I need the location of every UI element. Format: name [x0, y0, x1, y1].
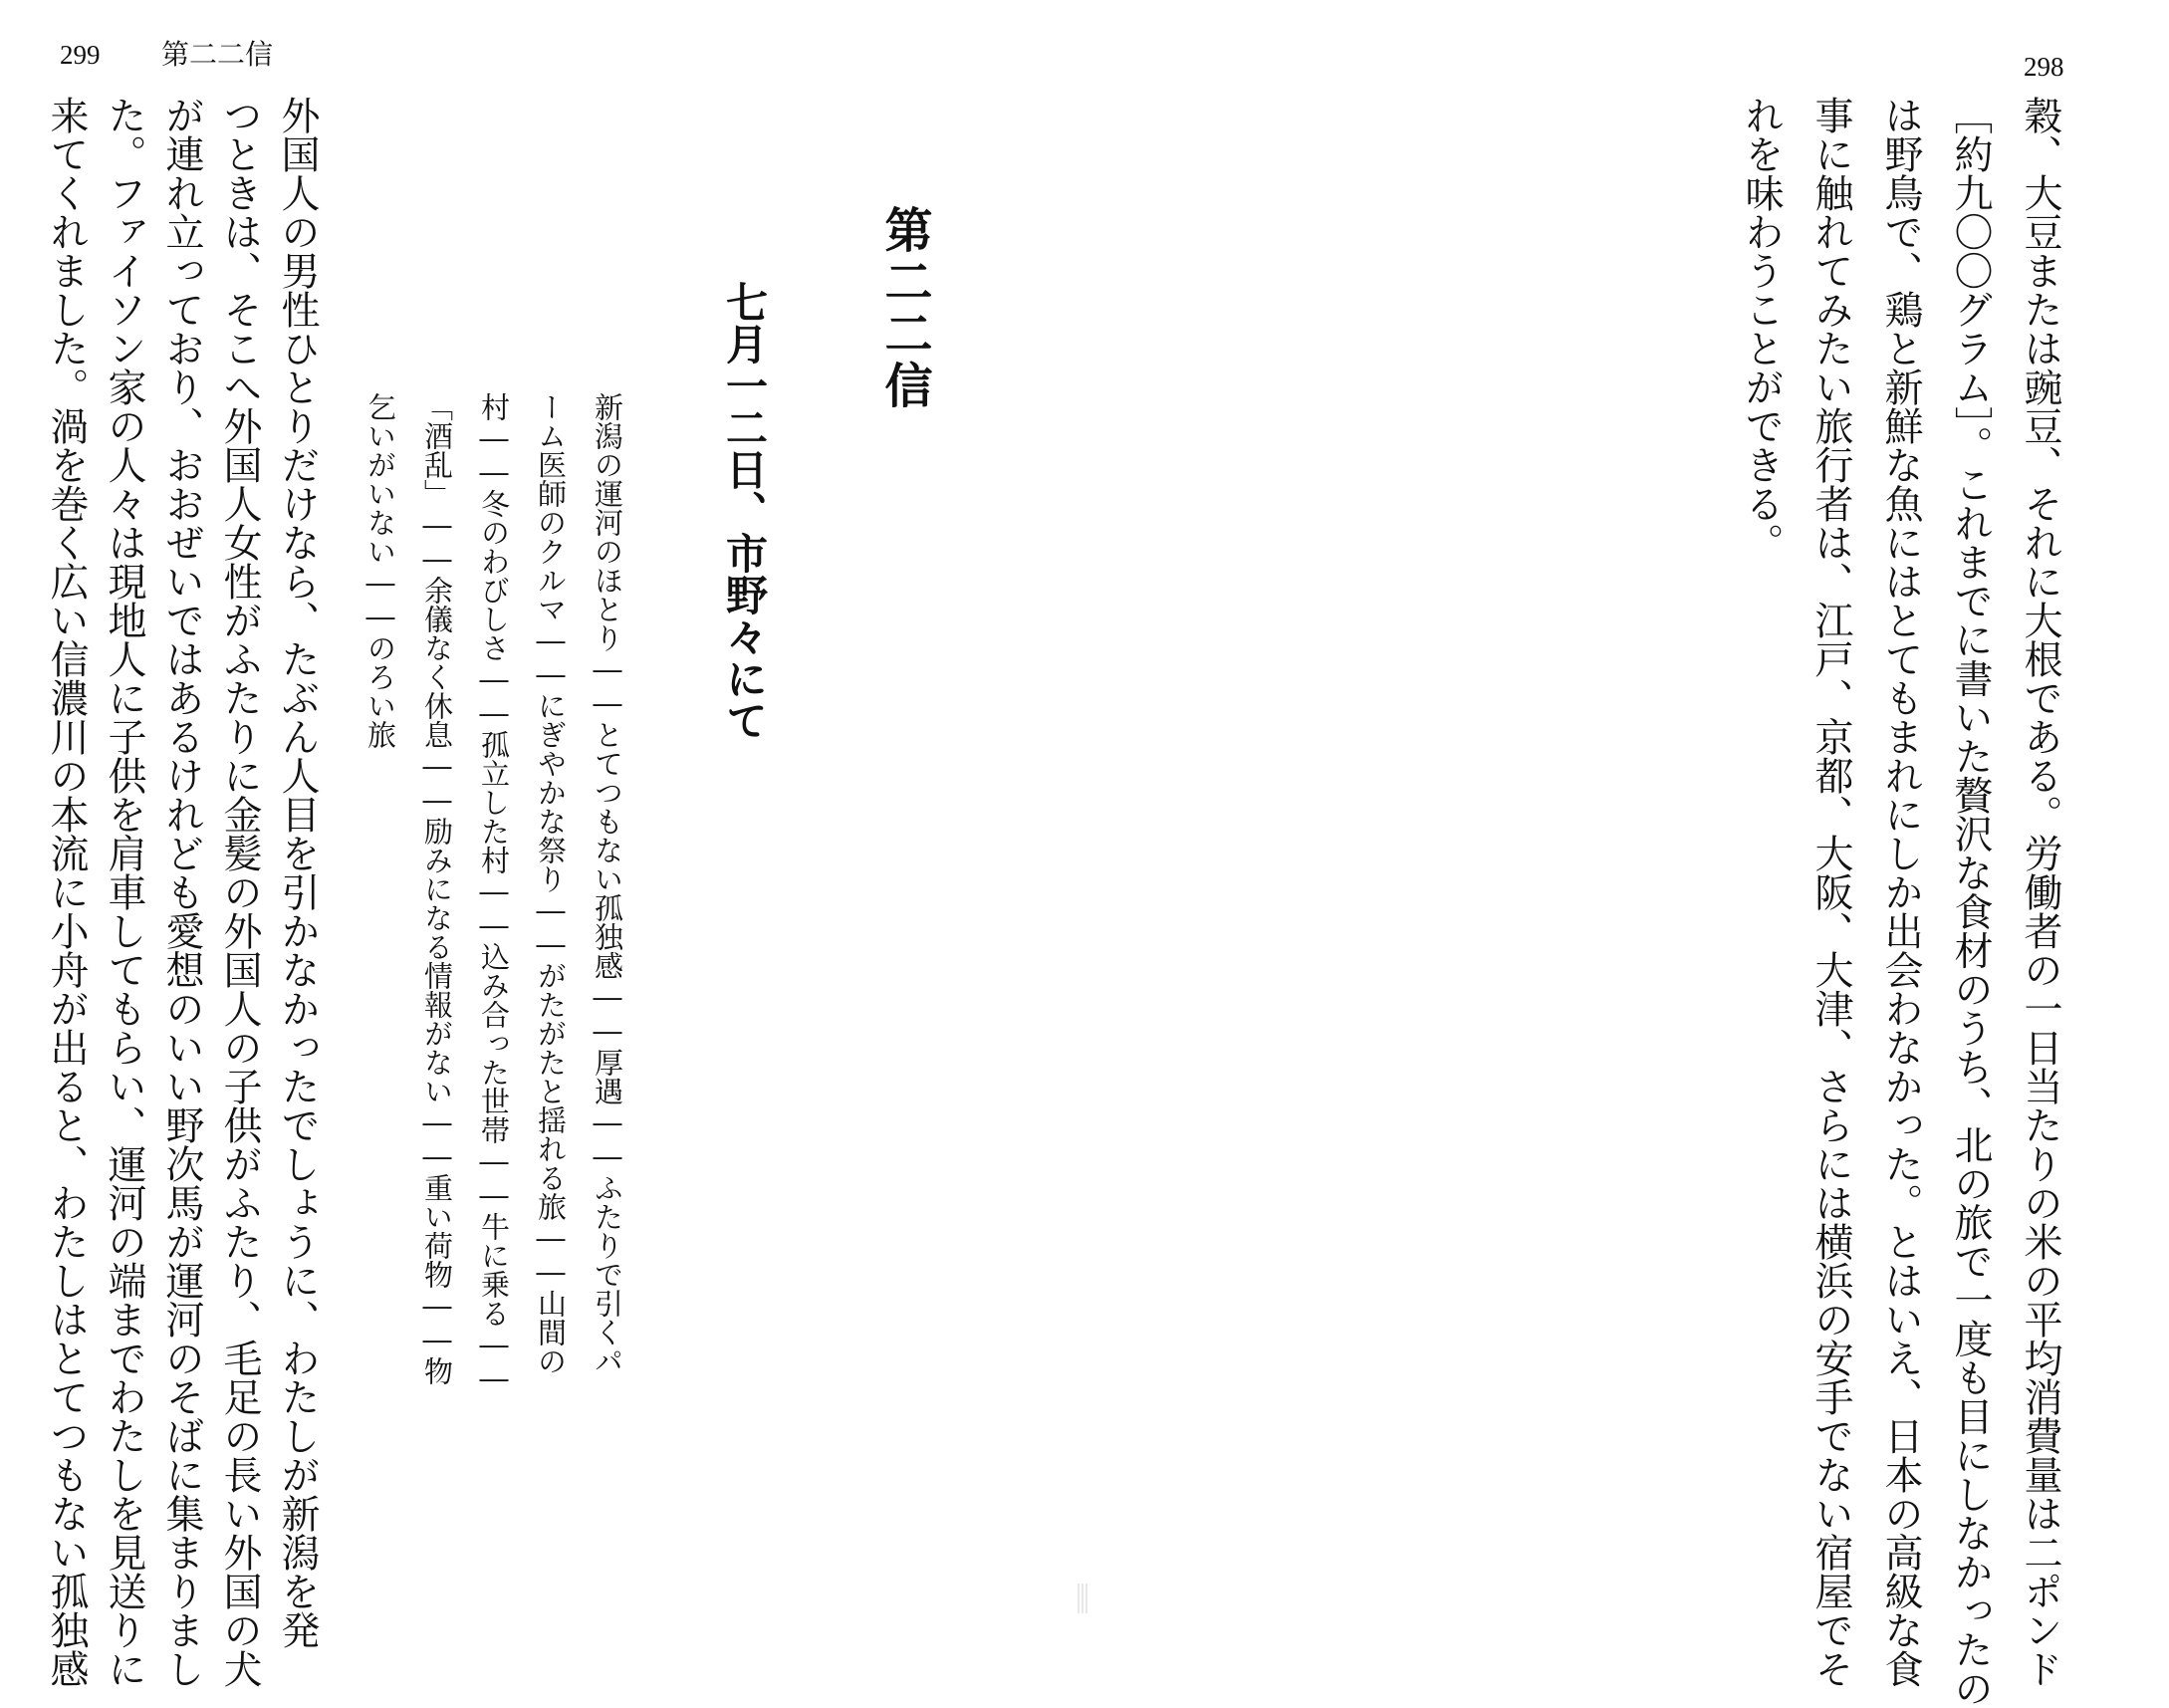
right-body-line-2: ［約九〇〇グラム］。これまでに書いた贅沢な食材のうち、北の旅で一度も目にしなかったの — [1948, 96, 1993, 1708]
right-body-line-3: は野鳥で、鶏と新鮮な魚にはとてもまれにしか出会わなかった。とはいえ、日本の高級な食 — [1878, 96, 1923, 1688]
summary-line-5: 乞いがいない――のろい旅 — [363, 392, 397, 749]
chapter-subtitle: 七月一二日、市野々にて — [720, 281, 769, 741]
page-number-left: 299 — [60, 40, 101, 70]
left-body-line-5: 来てくれました。渦を巻く広い信濃川の本流に小舟が出ると、わたしはとてつもない孤独感 — [44, 96, 89, 1688]
left-body-line-4: た。ファイソン家の人々は現地人に子供を肩車してもらい、運河の端までわたしを見送りに — [102, 96, 146, 1688]
page-number-right: 298 — [2024, 52, 2064, 82]
right-body-line-1: 穀、大豆または豌豆、それに大根である。労働者の一日当たりの米の平均消費量は二ポンド — [2018, 96, 2062, 1688]
gutter-mark — [1078, 1584, 1089, 1613]
left-body-line-1: 外国人の男性ひとりだけなら、たぶん人目を引かなかったでしょうに、わたしが新潟を発 — [275, 96, 320, 1649]
running-head: 第二二信 — [161, 38, 274, 71]
summary-line-1: 新潟の運河のほとり――とてつもない孤独感――厚遇――ふたりで引くパ — [591, 392, 624, 1375]
summary-line-3: 村――冬のわびしさ――孤立した村――込み合った世帯――牛に乗る―― — [477, 392, 511, 1395]
summary-line-2: ーム医師のクルマ――にぎやかな祭り――がたがたと揺れる旅――山間の — [534, 392, 568, 1375]
left-body-line-3: が連れ立っており、おおぜいではあるけれども愛想のいい野次馬が運河のそばに集まりまし — [159, 96, 204, 1688]
right-body-line-5: れを味わうことができる。 — [1739, 96, 1784, 562]
left-body-line-2: つときは、そこへ外国人女性がふたりに金髪の外国人の子供がふたり、毛足の長い外国の犬 — [217, 96, 262, 1688]
right-body-line-4: 事に触れてみたい旅行者は、江戸、京都、大阪、大津、さらには横浜の安手でない宿屋でそ — [1808, 96, 1853, 1688]
summary-line-4: 「酒乱」――余儀なく休息――励みになる情報がない――重い荷物――物 — [420, 392, 454, 1385]
chapter-title: 第二二信 — [876, 205, 932, 412]
